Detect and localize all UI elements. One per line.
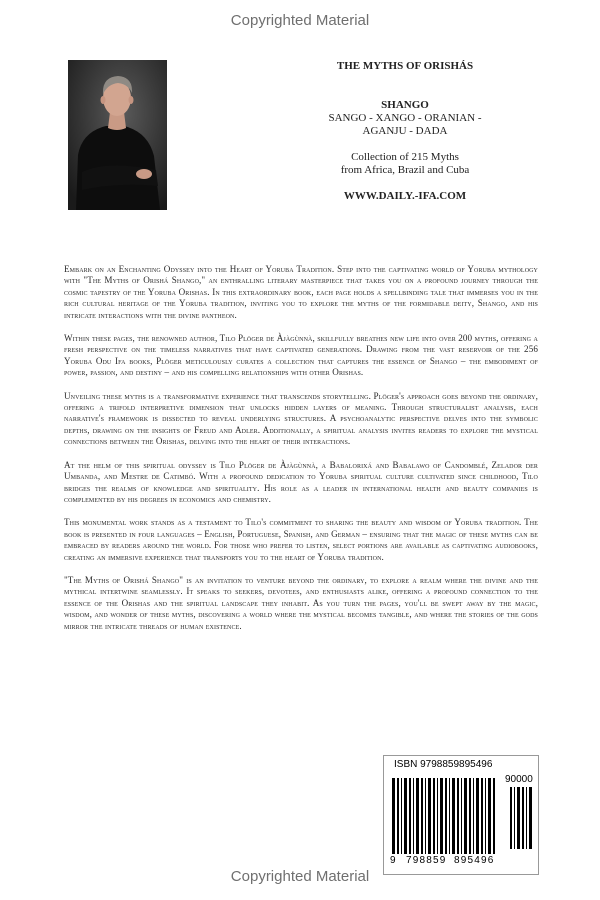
description-paragraph-5: This monumental work stands as a testament to Tilo's commitment to sharing the beauty and wisdom of Yoruba tradition. The book is presented in four languages – English, Portuguese, Spanish, and German – ensuring that the magic of these myths can be embraced by readers around the world. For those who prefer to listen, select portions are available as captivating audiobooks, creating an immersive experience that transports you to the heart of Yoruba tradition. xyxy=(64,517,538,562)
author-portrait-image xyxy=(68,60,167,210)
barcode-bar xyxy=(481,778,483,854)
barcode-bar xyxy=(473,778,474,854)
barcode-bar xyxy=(401,778,402,854)
barcode-digits-right: 895496 xyxy=(454,855,495,866)
barcode-bar xyxy=(449,778,450,854)
barcode-bar xyxy=(428,778,431,854)
barcode-bar xyxy=(404,778,407,854)
barcode-bar xyxy=(457,778,459,854)
series-title: THE MYTHS OF ORISHÁS xyxy=(336,60,474,72)
barcode-digit-prefix: 9 xyxy=(390,855,396,866)
deity-aliases-line-2: AGANJU - DADA xyxy=(362,125,448,137)
description-paragraph-4: At the helm of this spiritual odyssey is Tilo Plöger de Àjàgùnnà, a Babalorixá and Babalawo of Candomblé, Zelador der Umbanda, and Mestre de Catimbó. With a profound dedication to Yoruba spiritual culture cultivated since childhood, Tilo bridges the realms of knowledge and spirituality. His role as a leader in international health and beauty companies is complemented by his degrees in economics and chemistry. xyxy=(64,459,538,504)
price-code: 90000 xyxy=(505,774,533,785)
website-url: WWW.DAILY.-IFA.COM xyxy=(343,190,467,202)
barcode-bar xyxy=(416,778,419,854)
barcode-bar xyxy=(437,778,438,854)
description-paragraph-2: Within these pages, the renowned author, Tilo Plöger de Àjàgùnnà, skillfully breathes new life into over 200 myths, offering a fresh perspective on the timeless narratives that have captivated generations. Drawing from the vast reservoir of the 256 Yoruba Odu Ifa books, Plöger meticulously curates a collection that captures the essence of Shango – the embodiment of power, passion, and destiny – and his compelling relationships with other Orishas. xyxy=(64,333,538,378)
book-title-block xyxy=(270,60,540,203)
barcode-bar xyxy=(493,778,495,854)
barcode-bar xyxy=(445,778,447,854)
isbn-barcode-box xyxy=(383,755,539,875)
description-paragraph-6: "The Myths of Orishá Shango" is an invitation to venture beyond the ordinary, to explore a realm where the divine and the mythical intertwine seamlessly. It speaks to seekers, devotees, and enthusiasts alike, offering a profound connection to the essence of the Orishas and the spiritual landscape they inhabit. As you turn the pages, you'll be swept away by the magic, wisdom, and wonder of these myths, discovering a world where the mystical becomes tangible, and where the stories of the gods mirror the intricate threads of human existence. xyxy=(64,574,538,631)
deity-name: SHANGO xyxy=(381,99,429,111)
barcode-digits-left: 798859 xyxy=(406,855,447,866)
description-paragraph-3: Unveiling these myths is a transformative experience that transcends storytelling. Plöger's approach goes beyond the ordinary, offering a trifold interpretive dimension that unlocks hidden layers of meaning. Through structuralist analysis, each narrative's framework is dissected to reveal underlying structures. A psychoanalytic perspective delves into the symbolic depths, drawing on the insights of Freud and Adler. Additionally, a spiritual analysis invites readers to explore the mystical connections between the Orishas, delving into the heart of their interactions. xyxy=(64,390,538,447)
barcode-bar xyxy=(461,778,462,854)
barcode-bar xyxy=(469,778,471,854)
barcode-bar xyxy=(476,778,479,854)
barcode-bar xyxy=(526,787,527,849)
barcode-bar xyxy=(392,778,395,854)
barcode-bar xyxy=(522,787,524,849)
barcode-bar xyxy=(421,778,423,854)
barcode-bar xyxy=(433,778,435,854)
copyright-watermark-bottom: Copyrighted Material xyxy=(230,868,370,885)
description-paragraph-1: Embark on an Enchanting Odyssey into the Heart of Yoruba Tradition. Step into the captivating world of Yoruba mythology with "The Myths of Orishá Shango," an enthralling literary masterpiece that takes you on a profound journey through the cosmic tapestry of the Yoruba Orishas. In this extraordinary book, each page holds a spellbinding tale that immerses you in the rich cultural heritage of the Yoruba tradition, inviting you to explore the myths of the formidable deity, Shango, and his intricate interactions with the divine pantheon. xyxy=(64,264,538,320)
barcode-bar xyxy=(440,778,443,854)
barcode-bar xyxy=(488,778,491,854)
barcode-bar xyxy=(517,787,520,849)
barcode-bar xyxy=(514,787,515,849)
ean-barcode xyxy=(392,778,498,854)
barcode-bar xyxy=(425,778,426,854)
barcode-bar xyxy=(397,778,399,854)
barcode-bar xyxy=(413,778,414,854)
price-addon-barcode xyxy=(510,787,534,849)
barcode-bar xyxy=(452,778,455,854)
collection-description-line-1: Collection of 215 Myths xyxy=(351,151,459,163)
barcode-bar xyxy=(529,787,532,849)
book-description xyxy=(64,264,538,644)
barcode-bar xyxy=(485,778,486,854)
isbn-label: ISBN 9798859895496 xyxy=(394,759,493,770)
deity-aliases-line-1: SANGO - XANGO - ORANIAN - xyxy=(328,112,482,124)
collection-description-line-2: from Africa, Brazil and Cuba xyxy=(340,164,470,176)
barcode-bar xyxy=(464,778,467,854)
barcode-bar xyxy=(409,778,411,854)
copyright-watermark-top: Copyrighted Material xyxy=(230,12,370,29)
barcode-bar xyxy=(510,787,512,849)
author-photo xyxy=(68,60,167,210)
